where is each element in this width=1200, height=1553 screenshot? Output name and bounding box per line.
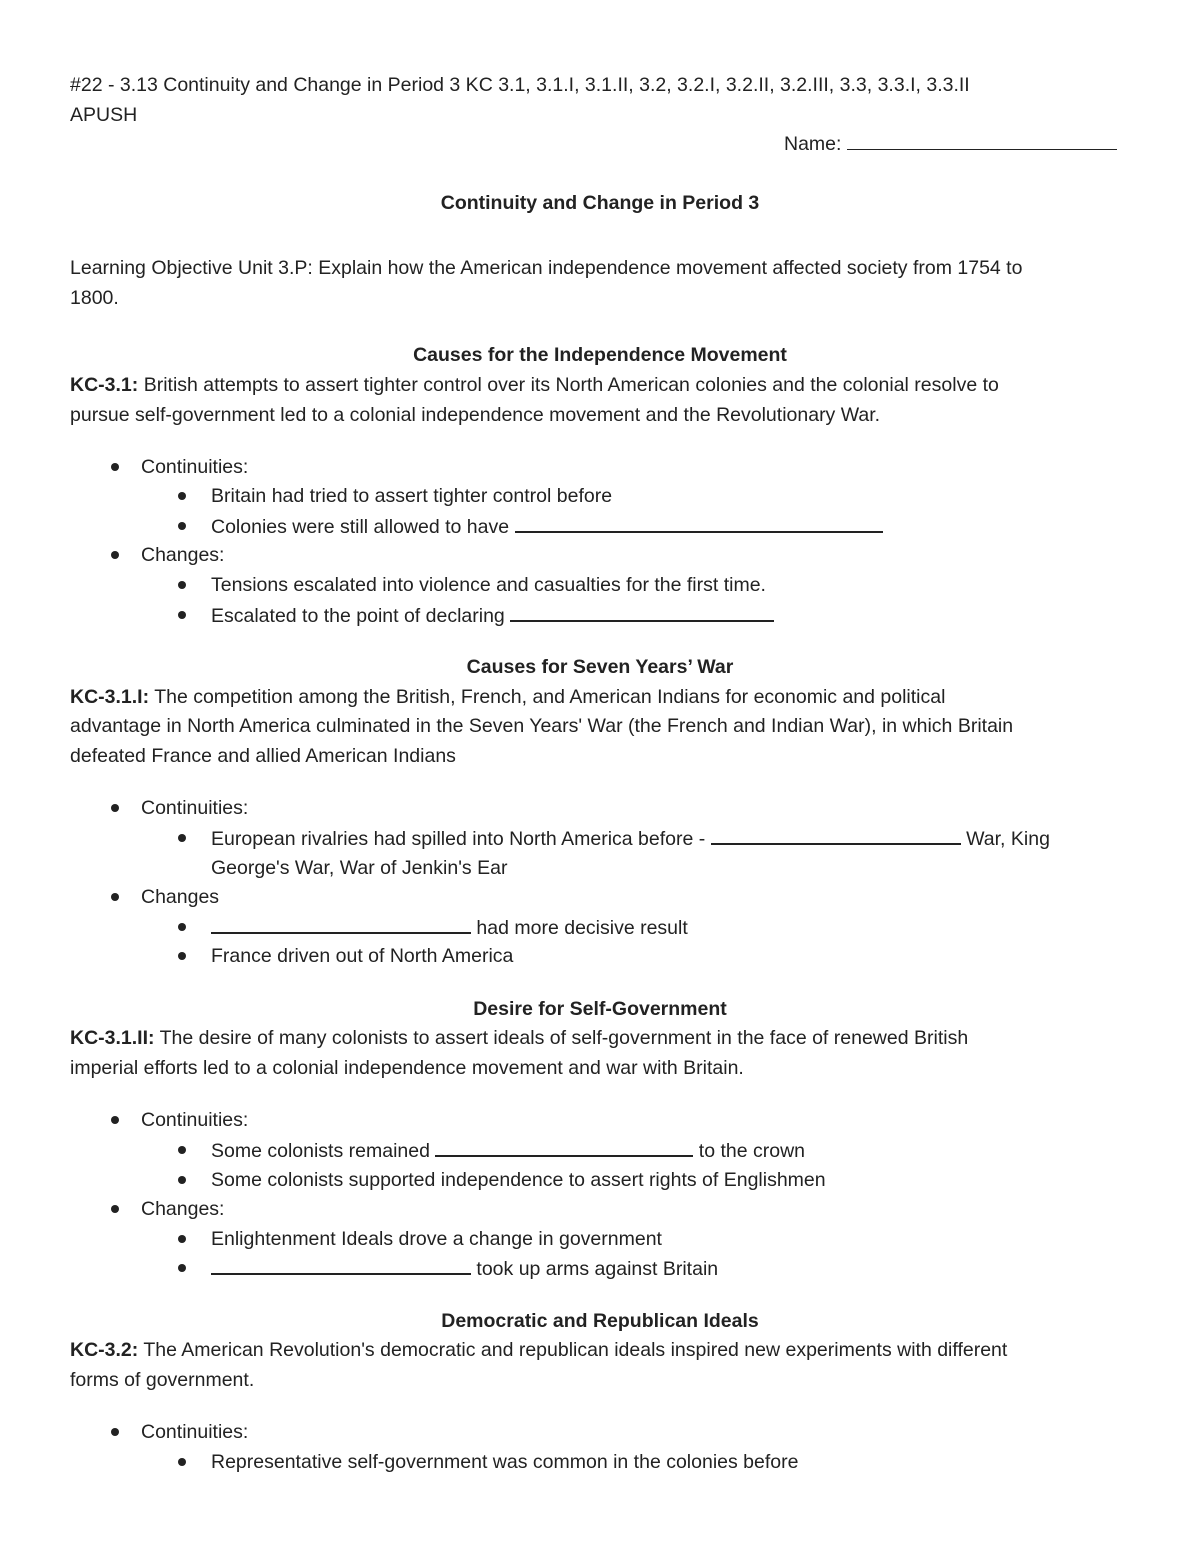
- changes-label: Changes:: [141, 544, 225, 566]
- section-heading: Democratic and Republican Ideals: [441, 1310, 759, 1332]
- learning-objective-line-1: Learning Objective Unit 3.P: Explain how the American independence movement affected society from 1754 to: [70, 257, 1023, 279]
- bullet-icon: [178, 611, 186, 619]
- continuities-label: Continuities:: [141, 1421, 249, 1443]
- kc-paragraph: [70, 374, 999, 396]
- bullet-icon: [111, 1428, 119, 1436]
- list-item: Representative self-government was common in the colonies before: [211, 1451, 799, 1473]
- fill-in-blank[interactable]: [211, 1257, 471, 1275]
- list-item: Britain had tried to assert tighter control before: [211, 485, 613, 507]
- list-item: [211, 604, 774, 627]
- continuities-label: Continuities:: [141, 456, 249, 478]
- kc-label: KC-3.1.II:: [70, 1027, 155, 1049]
- page-title: Continuity and Change in Period 3: [440, 192, 760, 214]
- continuities-label: Continuities:: [141, 1109, 249, 1131]
- kc-text: The American Revolution's democratic and republican ideals inspired new experiments with different: [143, 1339, 1008, 1361]
- bullet-icon: [111, 551, 119, 559]
- list-item-text: War, King: [966, 828, 1050, 850]
- name-blank[interactable]: [847, 133, 1117, 150]
- changes-label: Changes:: [141, 1198, 225, 1220]
- header-subject: APUSH: [70, 104, 138, 126]
- kc-paragraph: [70, 1027, 968, 1049]
- bullet-icon: [178, 581, 186, 589]
- name-field[interactable]: [784, 133, 1117, 155]
- list-item: [211, 916, 688, 939]
- kc-label: KC-3.1:: [70, 374, 139, 396]
- list-item: [211, 827, 1050, 850]
- list-item: [211, 515, 883, 538]
- kc-text: pursue self-government led to a colonial independence movement and the Revolutionary War.: [70, 404, 881, 426]
- bullet-icon: [178, 1146, 186, 1154]
- kc-text: defeated France and allied American Indians: [70, 745, 456, 767]
- name-label: Name:: [784, 133, 842, 155]
- learning-objective-line-2: 1800.: [70, 287, 119, 309]
- list-item: [211, 1139, 805, 1162]
- kc-text: The competition among the British, French, and American Indians for economic and political: [154, 686, 946, 708]
- bullet-icon: [178, 1458, 186, 1466]
- list-item: Enlightenment Ideals drove a change in government: [211, 1228, 662, 1250]
- bullet-icon: [178, 492, 186, 500]
- list-item: Some colonists supported independence to assert rights of Englishmen: [211, 1169, 826, 1191]
- continuities-label: Continuities:: [141, 797, 249, 819]
- bullet-icon: [178, 1264, 186, 1272]
- kc-text: The desire of many colonists to assert ideals of self-government in the face of renewed British: [159, 1027, 969, 1049]
- bullet-icon: [178, 1235, 186, 1243]
- kc-paragraph: [70, 1339, 1007, 1361]
- bullet-icon: [111, 1205, 119, 1213]
- bullet-icon: [178, 923, 186, 931]
- list-item: [211, 1257, 718, 1280]
- fill-in-blank[interactable]: [211, 916, 471, 934]
- section-heading: Causes for the Independence Movement: [413, 344, 787, 366]
- list-item-text: to the crown: [698, 1140, 806, 1162]
- list-item: Tensions escalated into violence and casualties for the first time.: [211, 574, 766, 596]
- bullet-icon: [111, 1116, 119, 1124]
- kc-text: British attempts to assert tighter control over its North American colonies and the colonial resolve to: [143, 374, 999, 396]
- bullet-icon: [111, 463, 119, 471]
- header-course-line: #22 - 3.13 Continuity and Change in Period 3 KC 3.1, 3.1.I, 3.1.II, 3.2, 3.2.I, 3.2.II, 3.2.III, 3.3, 3.3.I, 3.3.II: [70, 74, 970, 96]
- kc-text: advantage in North America culminated in the Seven Years' War (the French and Indian War), in which Britain: [70, 715, 1014, 737]
- bullet-icon: [178, 952, 186, 960]
- list-item: France driven out of North America: [211, 945, 514, 967]
- kc-text: forms of government.: [70, 1369, 255, 1391]
- fill-in-blank[interactable]: [510, 604, 774, 622]
- kc-text: imperial efforts led to a colonial independence movement and war with Britain.: [70, 1057, 744, 1079]
- bullet-icon: [178, 1176, 186, 1184]
- fill-in-blank[interactable]: [711, 827, 961, 845]
- list-item-text: Escalated to the point of declaring: [211, 605, 505, 627]
- section-heading: Desire for Self-Government: [473, 998, 727, 1020]
- list-item-text: took up arms against Britain: [476, 1258, 719, 1280]
- bullet-icon: [111, 804, 119, 812]
- list-item-continuation: George's War, War of Jenkin's Ear: [211, 857, 508, 879]
- fill-in-blank[interactable]: [435, 1139, 693, 1157]
- list-item-text: European rivalries had spilled into North America before -: [211, 828, 706, 850]
- list-item-text: Some colonists remained: [211, 1140, 430, 1162]
- kc-paragraph: [70, 686, 945, 708]
- section-heading: Causes for Seven Years’ War: [466, 656, 734, 678]
- bullet-icon: [178, 522, 186, 530]
- kc-label: KC-3.2:: [70, 1339, 139, 1361]
- list-item-text: Colonies were still allowed to have: [211, 516, 510, 538]
- changes-label: Changes: [141, 886, 220, 908]
- list-item-text: had more decisive result: [476, 917, 688, 939]
- bullet-icon: [111, 893, 119, 901]
- bullet-icon: [178, 834, 186, 842]
- kc-label: KC-3.1.I:: [70, 686, 150, 708]
- fill-in-blank[interactable]: [515, 515, 883, 533]
